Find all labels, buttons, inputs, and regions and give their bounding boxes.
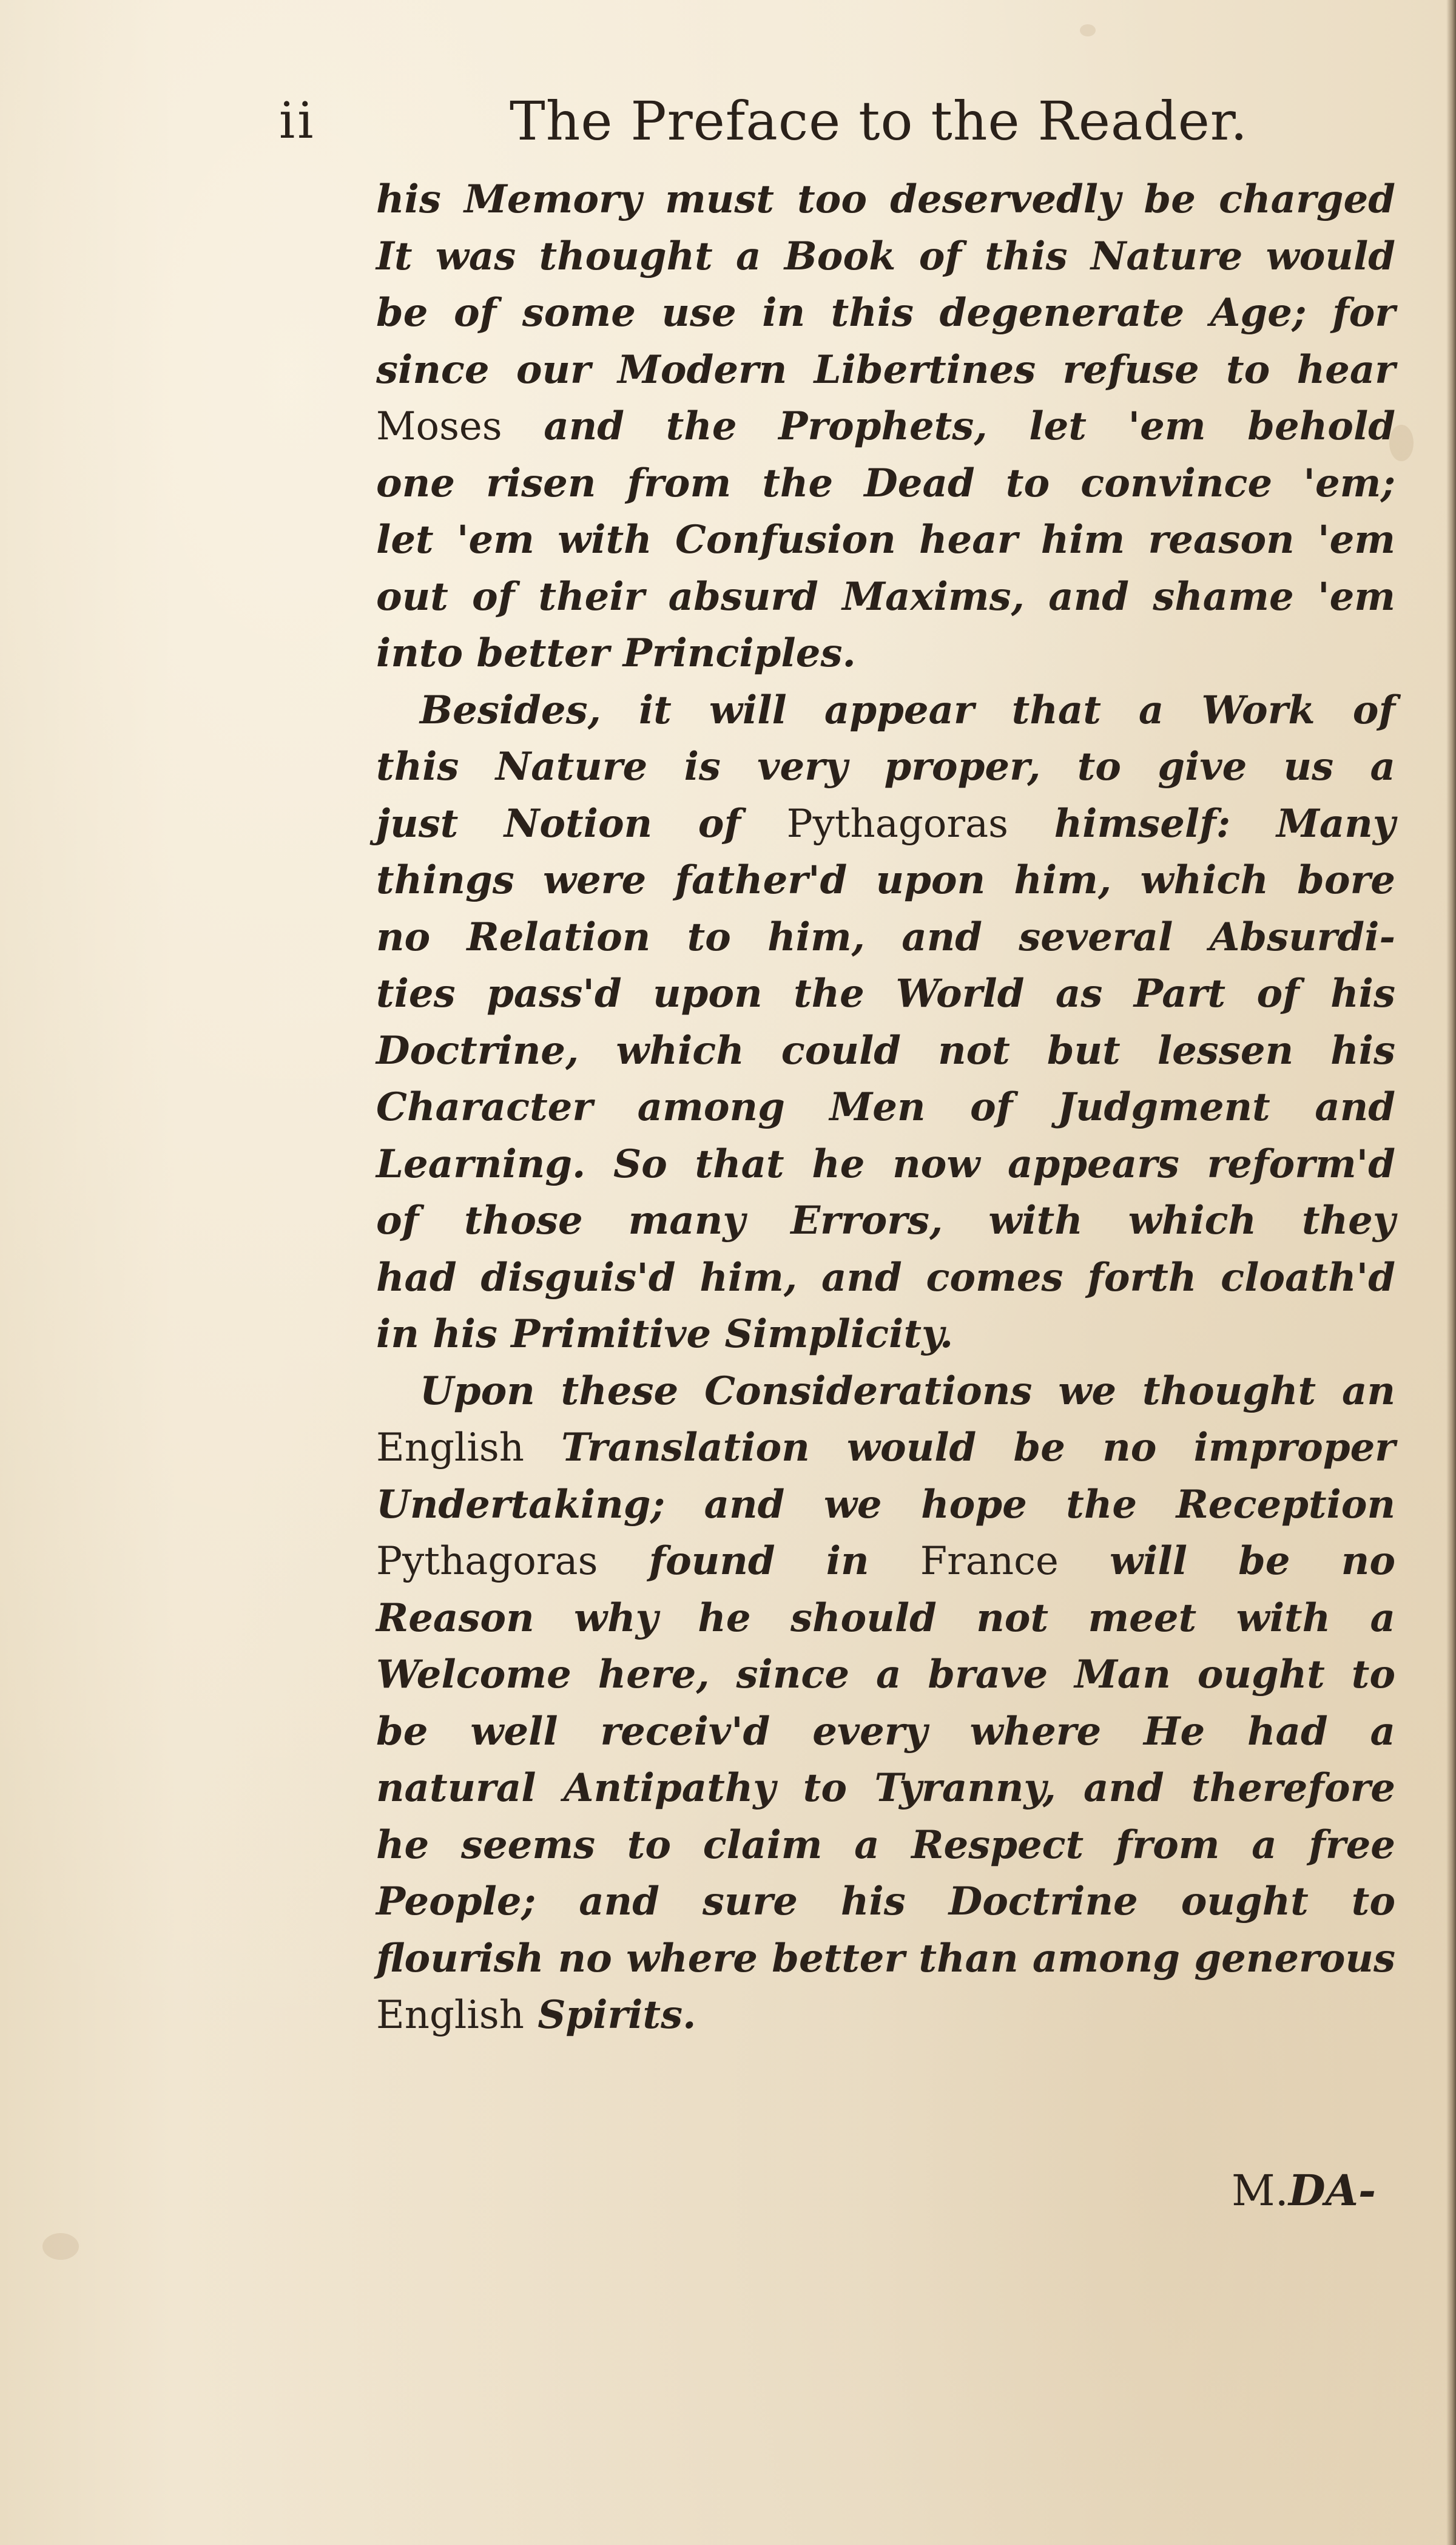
text-line: Reason why he should not meet with a	[376, 1595, 1395, 1641]
text-fragment: will be no	[1110, 1538, 1396, 1584]
text-fragment: and the Prophets, let 'em behold	[544, 404, 1395, 449]
preface-text	[376, 171, 1395, 2044]
catchword-italic: DA-	[1288, 2165, 1377, 2215]
text-line: let 'em with Confusion hear him reason 'em	[376, 517, 1395, 563]
word-france: France	[920, 1539, 1059, 1584]
text-line: no Relation to him, and several Absurdi-	[376, 914, 1395, 960]
text-line: into better Principles.	[376, 630, 856, 676]
text-line: Welcome here, since a brave Man ought to	[376, 1652, 1395, 1697]
text-fragment: found in	[649, 1538, 869, 1584]
text-line	[376, 1419, 1395, 1476]
paper-stain	[42, 2233, 79, 2260]
text-line: Besides, it will appear that a Work of	[420, 687, 1395, 733]
text-line: Upon these Considerations we thought an	[420, 1368, 1395, 1414]
word-english: English	[376, 1993, 524, 2038]
text-line: Learning. So that he now appears reform'd	[376, 1141, 1395, 1187]
text-line: be well receiv'd every where He had a	[376, 1708, 1395, 1754]
text-line: in his Primitive Simplicity.	[376, 1311, 954, 1357]
text-fragment: just Notion of	[376, 800, 741, 847]
text-line: be of some use in this degenerate Age; for	[376, 290, 1395, 336]
text-fragment: Spirits.	[538, 1992, 696, 2038]
text-fragment: himself: Many	[1054, 800, 1396, 847]
text-line: of those many Errors, with which they	[376, 1198, 1395, 1243]
text-line: It was thought a Book of this Nature would	[376, 233, 1395, 279]
text-line: he seems to claim a Respect from a free	[376, 1822, 1395, 1868]
text-line: Undertaking; and we hope the Reception	[376, 1481, 1395, 1527]
text-line: his Memory must too deservedly be charged	[376, 177, 1395, 222]
text-line: one risen from the Dead to convince 'em;	[376, 460, 1395, 506]
text-line: had disguis'd him, and comes forth cloath'd	[376, 1254, 1395, 1300]
page-title: The Preface to the Reader.	[510, 90, 1249, 152]
word-english: English	[376, 1425, 524, 1470]
text-fragment: Translation would be no improper	[561, 1425, 1396, 1470]
text-line: since our Modern Libertines refuse to hear	[376, 346, 1395, 393]
text-line: natural Antipathy to Tyranny, and therefore	[376, 1765, 1395, 1811]
text-line: things were father'd upon him, which bore	[376, 857, 1395, 903]
text-line: Doctrine, which could not but lessen his	[376, 1027, 1395, 1073]
text-line: this Nature is very proper, to give us a	[376, 744, 1395, 789]
page-number: ii	[279, 92, 316, 150]
word-pythagoras: Pythagoras	[786, 801, 1008, 847]
text-line: ties pass'd upon the World as Part of his	[376, 971, 1395, 1016]
word-pythagoras: Pythagoras	[376, 1539, 598, 1584]
text-line	[376, 796, 1395, 853]
text-line: flourish no where better than among generous	[376, 1935, 1395, 1981]
running-head	[279, 85, 1249, 158]
page-binding-edge	[1446, 0, 1456, 2545]
catchword-roman: M.	[1232, 2166, 1289, 2215]
text-line: out of their absurd Maxims, and shame 'em	[376, 573, 1395, 620]
paper-stain	[1080, 24, 1096, 36]
catchword	[1232, 2160, 1376, 2221]
text-line	[376, 1987, 1395, 2044]
text-line	[376, 398, 1395, 455]
text-line: Character among Men of Judgment and	[376, 1084, 1395, 1130]
word-moses: Moses	[376, 404, 502, 449]
text-line	[376, 1533, 1395, 1590]
text-line: People; and sure his Doctrine ought to	[376, 1879, 1395, 1924]
